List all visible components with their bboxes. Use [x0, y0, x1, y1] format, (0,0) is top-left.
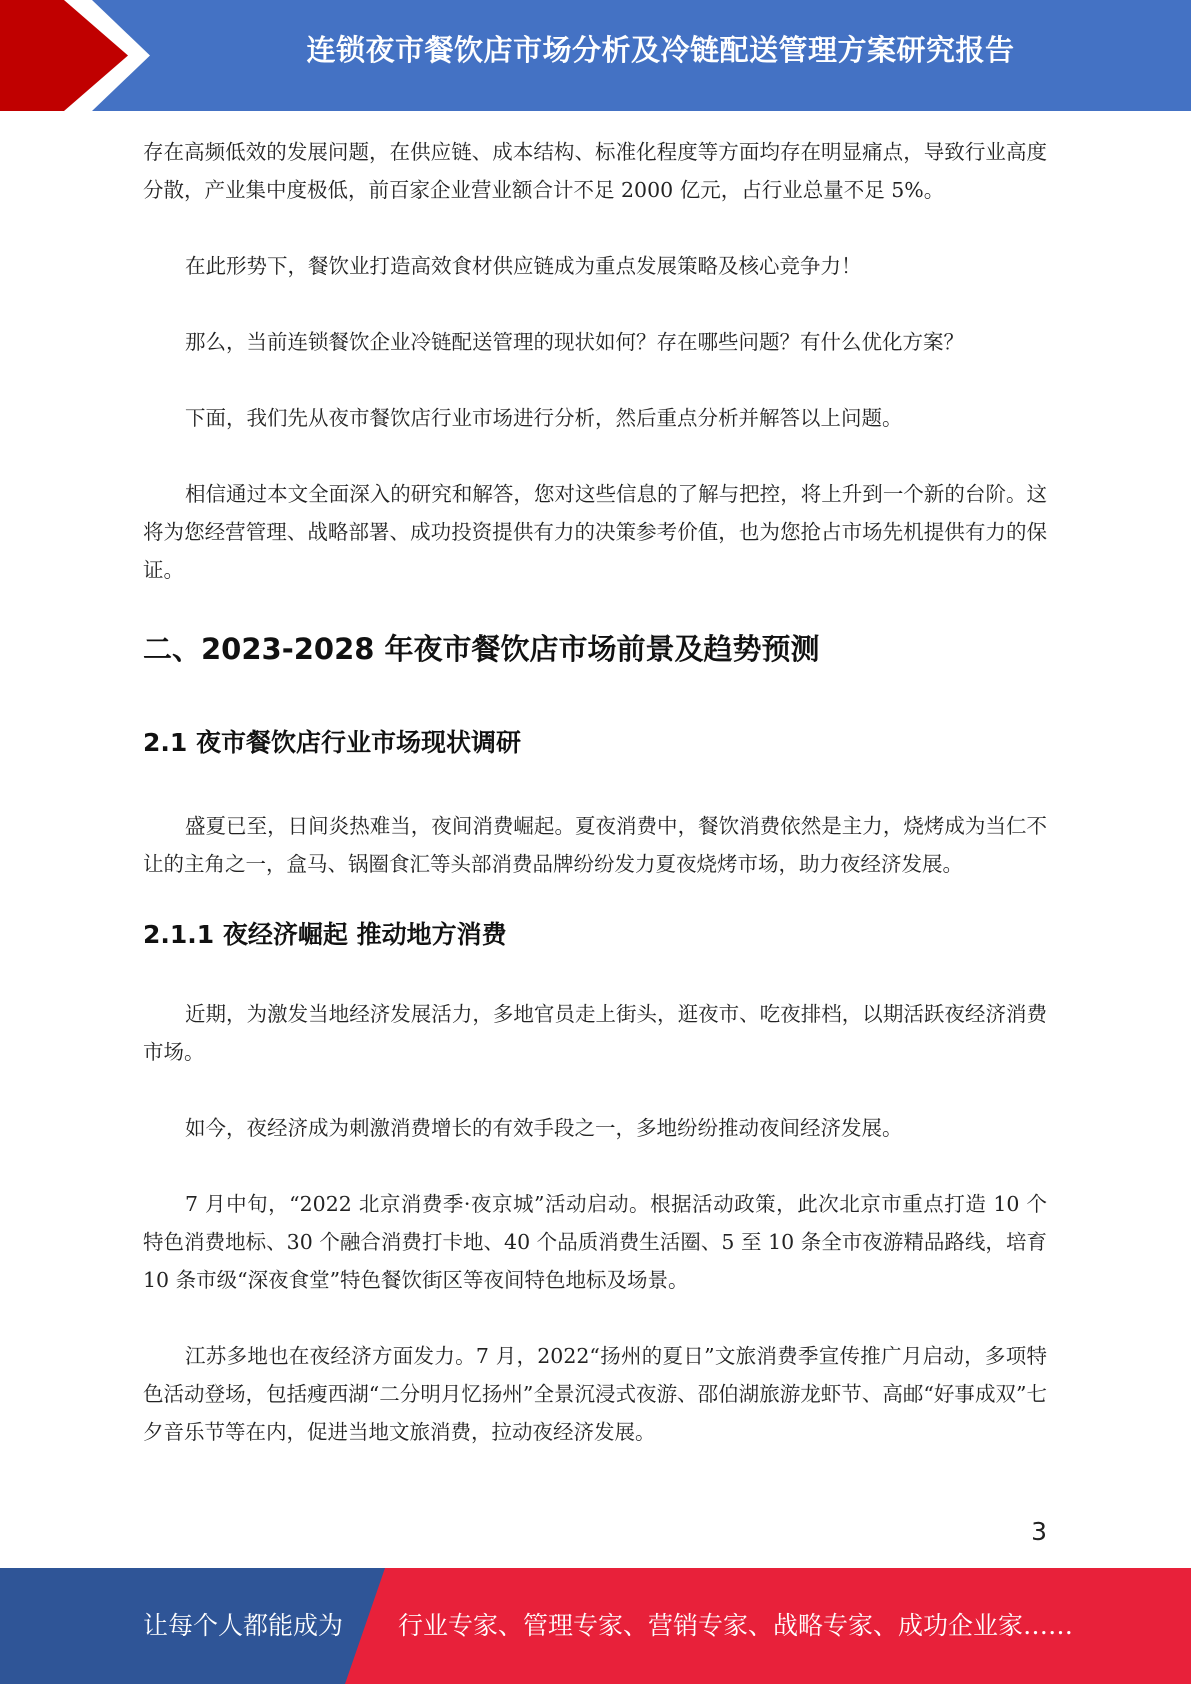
paragraph-officials-night-market: 近期，为激发当地经济发展活力，多地官员走上街头，逛夜市、吃夜排档，以期活跃夜经济消费市场。 — [143, 1002, 1047, 1064]
page-header — [0, 0, 1191, 111]
paragraph-night-economy-stimulus: 如今，夜经济成为刺激消费增长的有效手段之一，多地纷纷推动夜间经济发展。 — [185, 1116, 903, 1140]
paragraph-beijing-event: 7 月中旬，“2022 北京消费季·夜京城”活动启动。根据活动政策，此次北京市重点打造 10 个特色消费地标、30 个融合消费打卡地、40 个品质消费生活圈、5 至 10 条全市夜游精品路线，培育 10 条市级“深夜食堂”特色餐饮街区等夜间特色地标及场景。 — [143, 1192, 1047, 1292]
paragraph-value: 相信通过本文全面深入的研究和解答，您对这些信息的了解与把控，将上升到一个新的台阶。这将为您经营管理、战略部署、成功投资提供有力的决策参考价值，也为您抢占市场先机提供有力的保证。 — [143, 482, 1047, 582]
paragraph-outline: 下面，我们先从夜市餐饮店行业市场进行分析，然后重点分析并解答以上问题。 — [185, 406, 903, 430]
paragraph-jiangsu-event: 江苏多地也在夜经济方面发力。7 月，2022“扬州的夏日”文旅消费季宣传推广月启动，多项特色活动登场，包括瘦西湖“二分明月忆扬州”全景沉浸式夜游、邵伯湖旅游龙虾节、高邮“好事成双”七夕音乐节等在内，促进当地文旅消费，拉动夜经济发展。 — [143, 1344, 1047, 1444]
document-body — [143, 133, 1047, 1451]
paragraph-summer-night-consumption: 盛夏已至，日间炎热难当，夜间消费崛起。夏夜消费中，餐饮消费依然是主力，烧烤成为当仁不让的主角之一，盒马、锅圈食汇等头部消费品牌纷纷发力夏夜烧烤市场，助力夜经济发展。 — [143, 814, 1047, 876]
paragraph-strategy: 在此形势下，餐饮业打造高效食材供应链成为重点发展策略及核心竞争力！ — [185, 254, 862, 278]
subsection-heading-2-1-1: 2.1.1 夜经济崛起 推动地方消费 — [143, 920, 507, 949]
footer-slogan-roles: 行业专家、管理专家、营销专家、战略专家、成功企业家…… — [398, 1611, 1074, 1640]
paragraph-questions: 那么，当前连锁餐饮企业冷链配送管理的现状如何？存在哪些问题？有什么优化方案？ — [185, 330, 964, 354]
footer-slogan-lead: 让每个人都能成为 — [143, 1611, 344, 1640]
subsection-heading-2-1: 2.1 夜市餐饮店行业市场现状调研 — [143, 728, 521, 757]
page-number: 3 — [1031, 1517, 1047, 1546]
section-heading-2: 二、2023-2028 年夜市餐饮店市场前景及趋势预测 — [143, 632, 820, 666]
page-footer — [0, 1568, 1191, 1684]
header-title: 连锁夜市餐饮店市场分析及冷链配送管理方案研究报告 — [306, 33, 1015, 67]
paragraph-supply-chain-issues: 存在高频低效的发展问题，在供应链、成本结构、标准化程度等方面均存在明显痛点，导致行业高度分散，产业集中度极低，前百家企业营业额合计不足 2000 亿元，占行业总量不足 5%。 — [143, 140, 1047, 202]
